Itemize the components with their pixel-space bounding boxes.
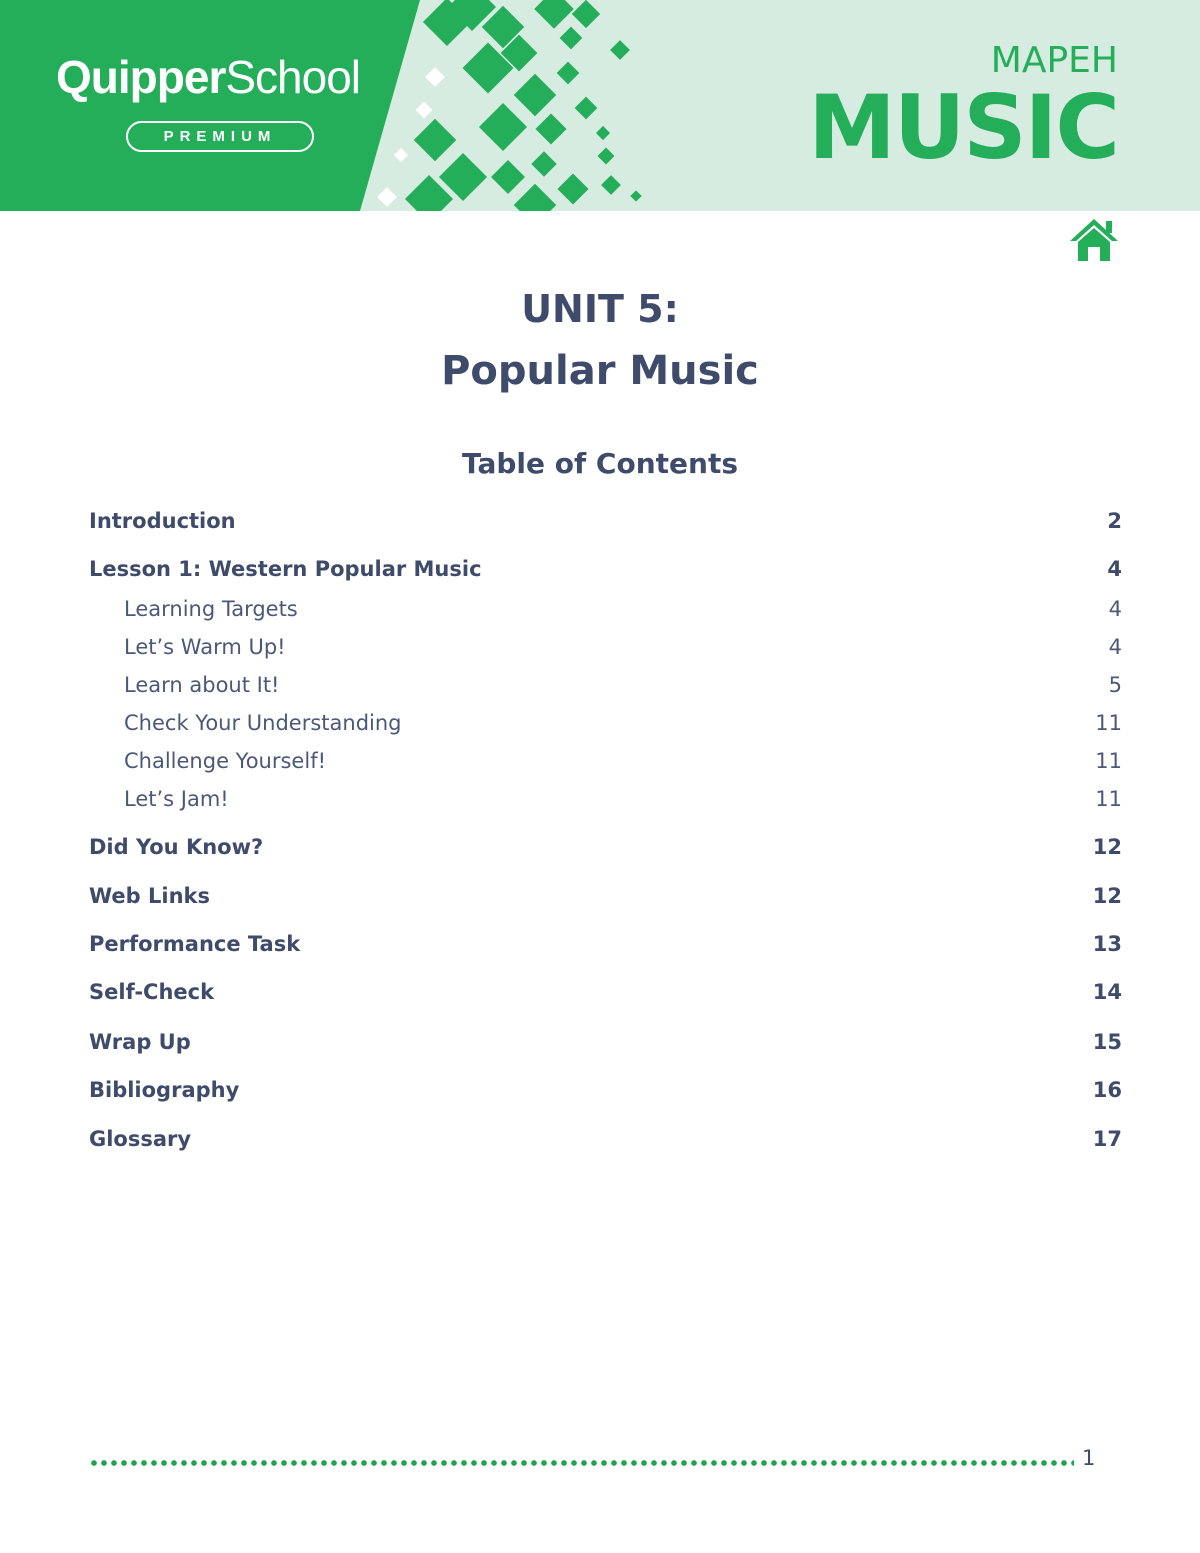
toc-entry-page: 15 — [1092, 1030, 1122, 1054]
toc-entry-challenge-yourself[interactable] — [89, 746, 1122, 776]
subject-mapeh: MAPEH — [990, 40, 1118, 81]
toc-entry-label: Let’s Jam! — [124, 787, 229, 811]
header-green-pattern — [0, 0, 700, 211]
toc-entry-label: Performance Task — [89, 932, 301, 956]
toc-entry-label: Self-Check — [89, 980, 215, 1004]
toc-entry-page: 16 — [1092, 1078, 1122, 1102]
toc-entry-page: 5 — [1108, 673, 1122, 697]
header-banner — [0, 0, 1200, 211]
toc-entry-page: 11 — [1095, 749, 1122, 773]
unit-number: UNIT 5: — [521, 287, 679, 331]
brand-regular: School — [225, 51, 360, 103]
toc-entry-label: Wrap Up — [89, 1030, 191, 1054]
home-icon[interactable] — [1069, 217, 1119, 263]
toc-entry-check-your-understanding[interactable] — [89, 708, 1122, 738]
toc-entry-web-links[interactable] — [89, 881, 1122, 911]
toc-entry-page: 13 — [1092, 932, 1122, 956]
toc-entry-page: 4 — [1108, 597, 1122, 621]
subject-music: MUSIC — [808, 76, 1118, 179]
toc-entry-page: 12 — [1092, 884, 1122, 908]
toc-entry-page: 14 — [1092, 980, 1122, 1004]
toc-entry-page: 4 — [1107, 557, 1122, 581]
quipper-school-logo — [56, 50, 360, 104]
toc-entry-page: 2 — [1107, 509, 1122, 533]
toc-entry-label: Challenge Yourself! — [124, 749, 327, 773]
toc-heading: Table of Contents — [461, 447, 738, 480]
brand-bold: Quipper — [56, 51, 226, 103]
unit-title: Popular Music — [441, 348, 759, 394]
toc-entry-label: Lesson 1: Western Popular Music — [89, 557, 482, 581]
toc-entry-self-check[interactable] — [89, 977, 1122, 1007]
toc-entry-label: Web Links — [89, 884, 210, 908]
toc-entry-wrap-up[interactable] — [89, 1027, 1122, 1057]
toc-entry-bibliography[interactable] — [89, 1075, 1122, 1105]
toc-entry-label: Learn about It! — [124, 673, 280, 697]
toc-entry-lets-jam[interactable] — [89, 784, 1122, 814]
toc-entry-label: Introduction — [89, 509, 236, 533]
page-number: 1 — [1082, 1446, 1096, 1470]
toc-entry-lesson-1[interactable] — [89, 554, 1122, 584]
toc-entry-label: Bibliography — [89, 1078, 240, 1102]
toc-entry-page: 17 — [1092, 1127, 1122, 1151]
toc-entry-learn-about-it[interactable] — [89, 670, 1122, 700]
toc-entry-learning-targets[interactable] — [89, 594, 1122, 624]
toc-entry-page: 12 — [1092, 835, 1122, 859]
toc-entry-introduction[interactable] — [89, 506, 1122, 536]
toc-entry-glossary[interactable] — [89, 1124, 1122, 1154]
premium-badge: PREMIUM — [126, 121, 314, 152]
toc-entry-page: 4 — [1108, 635, 1122, 659]
toc-entry-label: Let’s Warm Up! — [124, 635, 286, 659]
toc-entry-page: 11 — [1095, 711, 1122, 735]
toc-entry-label: Learning Targets — [124, 597, 298, 621]
toc-entry-page: 11 — [1095, 787, 1122, 811]
toc-entry-performance-task[interactable] — [89, 929, 1122, 959]
toc-entry-label: Check Your Understanding — [124, 711, 402, 735]
footer-dotted-rule — [89, 1459, 1074, 1467]
toc-entry-did-you-know[interactable] — [89, 832, 1122, 862]
toc-entry-label: Glossary — [89, 1127, 192, 1151]
toc-entry-lets-warm-up[interactable] — [89, 632, 1122, 662]
toc-entry-label: Did You Know? — [89, 835, 264, 859]
